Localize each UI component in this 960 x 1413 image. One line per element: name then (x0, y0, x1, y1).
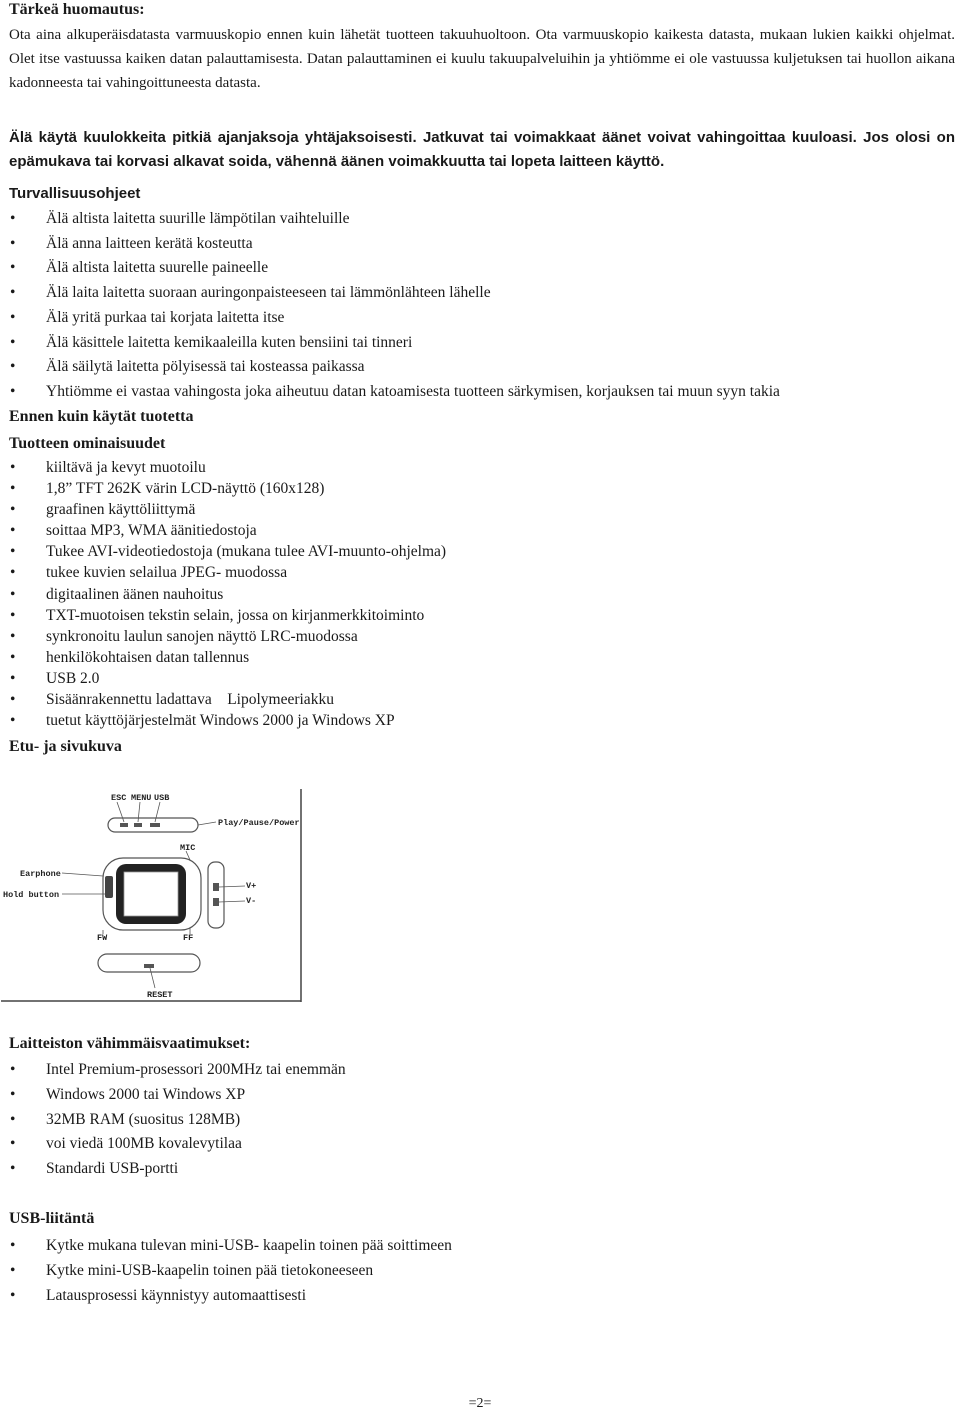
list-item: • USB 2.0 (0, 668, 446, 689)
list-item: • kiiltävä ja kevyt muotoilu (0, 457, 446, 478)
list-item: • Älä altista laitetta suurille lämpötilan vaihteluille (0, 207, 780, 232)
list-item: • 1,8” TFT 262K värin LCD-näyttö (160x128) (0, 478, 446, 499)
important-text: Ota aina alkuperäisdatasta varmuuskopio ennen kuin lähetät tuotteen takuuhuoltoon. Ota varmuuskopio kaikesta datasta, mukaan lukien kaikki ohjelmat. Olet itse vastuussa kaiken datan palauttamisesta. Datan palauttaminen ei kuulu takuupalveluihin ja yhtiömme ei ole vastuussa kuljetuksen tai huollon aikana kadonneesta tai vahingoittuneesta datasta. (9, 27, 955, 91)
list-item: • Standardi USB-portti (0, 1157, 346, 1182)
label-esc: ESC (111, 793, 127, 803)
list-item: • synkronoitu laulun sanojen näyttö LRC-muodossa (0, 626, 446, 647)
list-item: • 32MB RAM (suositus 128MB) (0, 1108, 346, 1133)
important-title: Tärkeä huomautus: (9, 1, 145, 18)
list-item: • Kytke mini-USB-kaapelin toinen pää tietokoneeseen (0, 1259, 452, 1284)
list-item: • graafinen käyttöliittymä (0, 499, 446, 520)
list-item: • Älä säilytä laitetta pölyisessä tai kosteassa paikassa (0, 355, 780, 380)
list-item: • Älä laita laitetta suoraan auringonpaisteeseen tai lämmönlähteen lähelle (0, 281, 780, 306)
safety-title: Turvallisuusohjeet (9, 185, 141, 202)
lcd-screen (124, 872, 178, 916)
list-item: • voi viedä 100MB kovalevytilaa (0, 1132, 346, 1157)
list-item: • Kytke mukana tulevan mini-USB- kaapelin toinen pää soittimeen (0, 1234, 452, 1259)
list-item: • Yhtiömme ei vastaa vahingosta joka aiheutuu datan katoamisesta tuotteen särkymisen, korjauksen tai muun syyn takia (0, 380, 780, 405)
device-bottom-view (98, 954, 200, 972)
list-item: • digitaalinen äänen nauhoitus (0, 584, 446, 605)
device-side-view (208, 862, 224, 928)
list-item: • henkilökohtaisen datan tallennus (0, 647, 446, 668)
usb-title: USB-liitäntä (9, 1210, 95, 1227)
front-side-title: Etu- ja sivukuva (9, 738, 122, 755)
label-menu: MENU (131, 793, 152, 803)
label-usb: USB (154, 793, 170, 803)
requirements-title: Laitteiston vähimmäisvaatimukset: (9, 1035, 251, 1052)
list-item: • Älä käsittele laitetta kemikaaleilla kuten bensiini tai tinneri (0, 331, 780, 356)
label-play: Play/Pause/Power (218, 818, 300, 828)
label-ff: FF (183, 933, 194, 943)
list-item: • Älä yritä purkaa tai korjata laitetta itse (0, 306, 780, 331)
list-item: • tuetut käyttöjärjestelmät Windows 2000 ja Windows XP (0, 710, 446, 731)
safety-list (0, 207, 780, 405)
hearing-warning: Älä käytä kuulokkeita pitkiä ajanjaksoja yhtäjaksoisesti. Jatkuvat tai voimakkaat äänet voivat vahingoittaa kuuloasi. Jos olosi on epämukava tai korvasi alkavat soida, vähennä äänen voimakkuutta tai lopeta laitteen käyttö. (9, 129, 955, 170)
features-list (0, 457, 446, 731)
list-item: • Tukee AVI-videotiedostoja (mukana tulee AVI-muunto-ohjelma) (0, 541, 446, 562)
label-mic: MIC (180, 843, 196, 853)
list-item: • Intel Premium-prosessori 200MHz tai enemmän (0, 1058, 346, 1083)
label-vplus: V+ (246, 881, 257, 891)
label-vminus: V- (246, 896, 257, 906)
requirements-list (0, 1058, 346, 1182)
list-item: • Windows 2000 tai Windows XP (0, 1083, 346, 1108)
list-item: • Latausprosessi käynnistyy automaattisesti (0, 1284, 452, 1309)
label-reset: RESET (147, 990, 173, 1000)
label-earphone: Earphone (20, 869, 61, 879)
list-item: • TXT-muotoisen tekstin selain, jossa on kirjanmerkkitoiminto (0, 605, 446, 626)
usb-list (0, 1234, 452, 1308)
features-title: Tuotteen ominaisuudet (9, 435, 166, 452)
list-item: • Älä altista laitetta suurelle paineelle (0, 256, 780, 281)
list-item: • Sisäänrakennettu ladattava Lipolymeeriakku (0, 689, 446, 710)
page-number: =2= (468, 1396, 492, 1411)
list-item: • soittaa MP3, WMA äänitiedostoja (0, 520, 446, 541)
device-diagram (0, 788, 303, 1003)
label-fw: FW (97, 933, 108, 943)
before-use-title: Ennen kuin käytät tuotetta (9, 408, 194, 425)
list-item: • Älä anna laitteen kerätä kosteutta (0, 232, 780, 257)
list-item: • tukee kuvien selailua JPEG- muodossa (0, 562, 446, 583)
label-hold: Hold button (3, 890, 60, 900)
